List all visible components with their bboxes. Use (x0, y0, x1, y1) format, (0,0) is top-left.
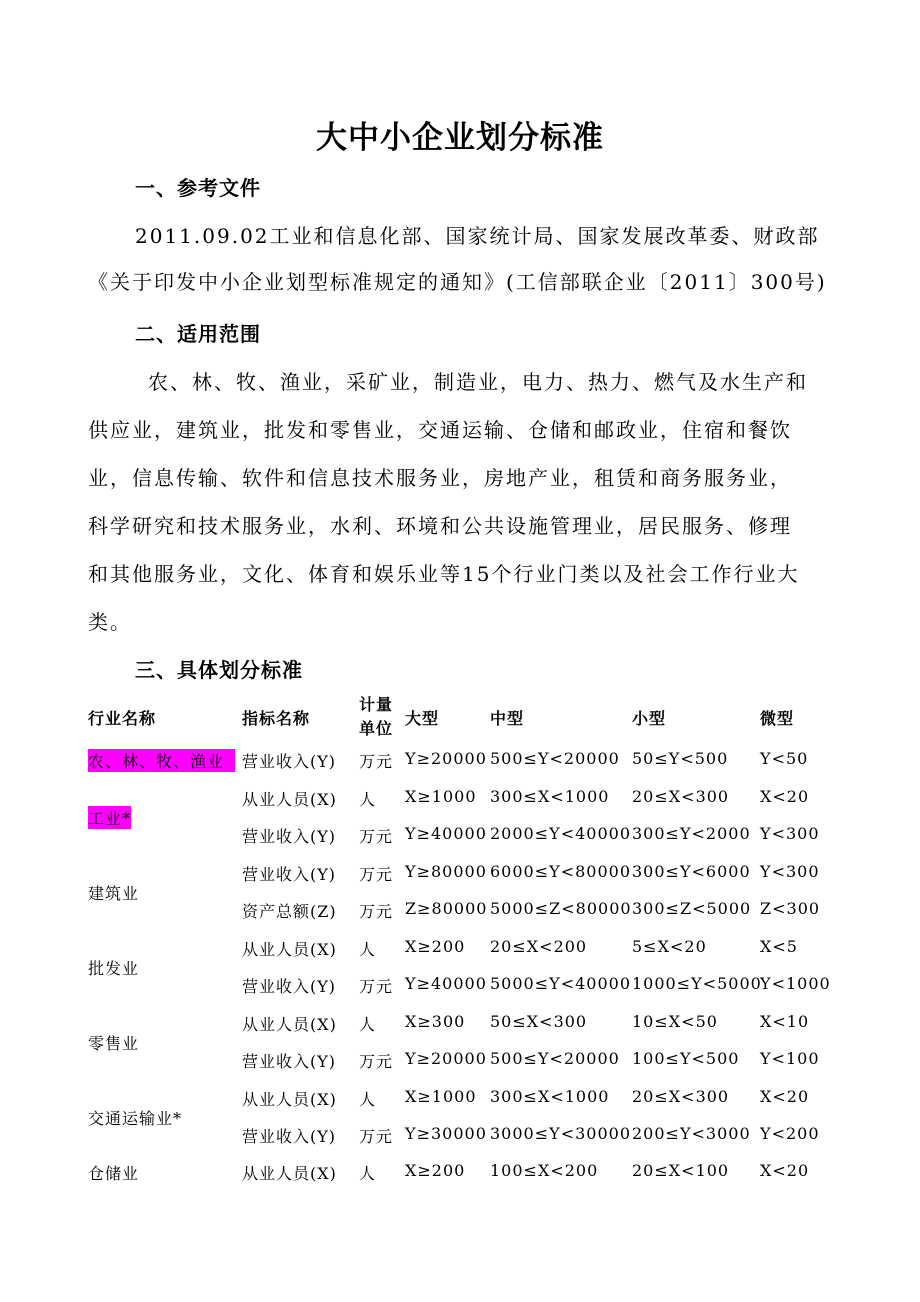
large-cell: Y≥40000 (405, 824, 487, 843)
unit-cell: 人 (359, 1164, 377, 1183)
indicator-cell: 从业人员(X) (242, 1090, 337, 1109)
micro-cell: Y<100 (760, 1049, 820, 1068)
medium-cell: 500≤Y<20000 (490, 749, 620, 768)
scope-line: 和其他服务业，文化、体育和娱乐业等15个行业门类以及社会工作行业大 (88, 562, 800, 586)
micro-cell: Z<300 (760, 899, 821, 918)
unit-cell: 万元 (359, 1127, 394, 1146)
unit-cell: 万元 (359, 1052, 394, 1071)
micro-cell: X<5 (760, 937, 798, 956)
section-heading-criteria: 三、具体划分标准 (135, 658, 303, 682)
medium-cell: 300≤X<1000 (490, 1087, 610, 1106)
unit-cell: 万元 (359, 827, 394, 846)
reference-line-1: 2011.09.02工业和信息化部、国家统计局、国家发展改革委、财政部 (135, 224, 820, 248)
large-cell: Y≥80000 (405, 862, 487, 881)
medium-cell: 6000≤Y<80000 (490, 862, 631, 881)
large-cell: X≥300 (405, 1012, 466, 1031)
scope-line: 供应业，建筑业，批发和零售业，交通运输、仓储和邮政业，住宿和餐饮 (88, 418, 792, 442)
unit-cell: 人 (359, 1015, 377, 1034)
medium-cell: 50≤X<300 (490, 1012, 588, 1031)
col-header-large: 大型 (405, 709, 440, 728)
micro-cell: X<10 (760, 1012, 810, 1031)
unit-cell: 人 (359, 940, 377, 959)
unit-cell: 万元 (359, 977, 394, 996)
micro-cell: Y<50 (760, 749, 809, 768)
indicator-cell: 从业人员(X) (242, 1015, 337, 1034)
indicator-cell: 从业人员(X) (242, 940, 337, 959)
large-cell: Y≥40000 (405, 974, 487, 993)
unit-cell: 万元 (359, 902, 394, 921)
micro-cell: X<20 (760, 787, 810, 806)
industry-storage: 仓储业 (88, 1164, 140, 1183)
large-cell: X≥200 (405, 937, 466, 956)
large-cell: Y≥20000 (405, 749, 487, 768)
indicator-cell: 营业收入(Y) (242, 1127, 337, 1146)
medium-cell: 500≤Y<20000 (490, 1049, 620, 1068)
industry-agriculture: 农、林、牧、渔业 (88, 749, 235, 772)
large-cell: Y≥30000 (405, 1124, 487, 1143)
col-header-medium: 中型 (490, 709, 525, 728)
medium-cell: 5000≤Y<40000 (490, 974, 631, 993)
small-cell: 20≤X<100 (632, 1161, 730, 1180)
indicator-cell: 营业收入(Y) (242, 827, 337, 846)
micro-cell: Y<1000 (760, 974, 831, 993)
medium-cell: 300≤X<1000 (490, 787, 610, 806)
medium-cell: 2000≤Y<40000 (490, 824, 631, 843)
scope-line: 农、林、牧、渔业，采矿业，制造业，电力、热力、燃气及水生产和 (148, 370, 808, 394)
scope-line: 业，信息传输、软件和信息技术服务业，房地产业，租赁和商务服务业， (88, 466, 792, 490)
small-cell: 10≤X<50 (632, 1012, 718, 1031)
small-cell: 300≤Y<6000 (632, 862, 751, 881)
micro-cell: Y<200 (760, 1124, 820, 1143)
small-cell: 20≤X<300 (632, 1087, 730, 1106)
indicator-cell: 营业收入(Y) (242, 865, 337, 884)
micro-cell: Y<300 (760, 862, 820, 881)
medium-cell: 3000≤Y<30000 (490, 1124, 631, 1143)
unit-cell: 人 (359, 1090, 377, 1109)
unit-cell: 万元 (359, 752, 394, 771)
col-header-small: 小型 (632, 709, 667, 728)
large-cell: Y≥20000 (405, 1049, 487, 1068)
small-cell: 1000≤Y<5000 (632, 974, 762, 993)
small-cell: 300≤Z<5000 (632, 899, 752, 918)
industry-industrial: 工业* (88, 806, 131, 829)
col-header-micro: 微型 (760, 709, 795, 728)
industry-retail: 零售业 (88, 1034, 140, 1053)
reference-line-2: 《关于印发中小企业划型标准规定的通知》(工信部联企业〔2011〕300号) (88, 270, 827, 294)
page-title: 大中小企业划分标准 (316, 120, 604, 156)
small-cell: 20≤X<300 (632, 787, 730, 806)
indicator-cell: 营业收入(Y) (242, 977, 337, 996)
micro-cell: Y<300 (760, 824, 820, 843)
col-header-industry: 行业名称 (88, 709, 157, 728)
col-header-unit-line2: 单位 (359, 719, 394, 738)
medium-cell: 20≤X<200 (490, 937, 588, 956)
industry-construction: 建筑业 (88, 884, 140, 903)
unit-cell: 万元 (359, 865, 394, 884)
indicator-cell: 营业收入(Y) (242, 1052, 337, 1071)
small-cell: 300≤Y<2000 (632, 824, 751, 843)
large-cell: X≥1000 (405, 1087, 477, 1106)
industry-transport: 交通运输业* (88, 1109, 183, 1128)
scope-line: 科学研究和技术服务业，水利、环境和公共设施管理业，居民服务、修理 (88, 514, 792, 538)
col-header-indicator: 指标名称 (242, 709, 311, 728)
scope-line: 类。 (88, 610, 132, 634)
large-cell: X≥1000 (405, 787, 477, 806)
section-heading-references: 一、参考文件 (135, 176, 261, 200)
col-header-unit-line1: 计量 (359, 695, 394, 714)
industry-wholesale: 批发业 (88, 959, 140, 978)
indicator-cell: 资产总额(Z) (242, 902, 337, 921)
section-heading-scope: 二、适用范围 (135, 322, 261, 346)
small-cell: 50≤Y<500 (632, 749, 729, 768)
micro-cell: X<20 (760, 1161, 810, 1180)
small-cell: 100≤Y<500 (632, 1049, 740, 1068)
micro-cell: X<20 (760, 1087, 810, 1106)
large-cell: X≥200 (405, 1161, 466, 1180)
small-cell: 200≤Y<3000 (632, 1124, 751, 1143)
medium-cell: 100≤X<200 (490, 1161, 599, 1180)
large-cell: Z≥80000 (405, 899, 488, 918)
indicator-cell: 从业人员(X) (242, 790, 337, 809)
indicator-cell: 营业收入(Y) (242, 752, 337, 771)
unit-cell: 人 (359, 790, 377, 809)
indicator-cell: 从业人员(X) (242, 1164, 337, 1183)
small-cell: 5≤X<20 (632, 937, 707, 956)
medium-cell: 5000≤Z<80000 (490, 899, 632, 918)
